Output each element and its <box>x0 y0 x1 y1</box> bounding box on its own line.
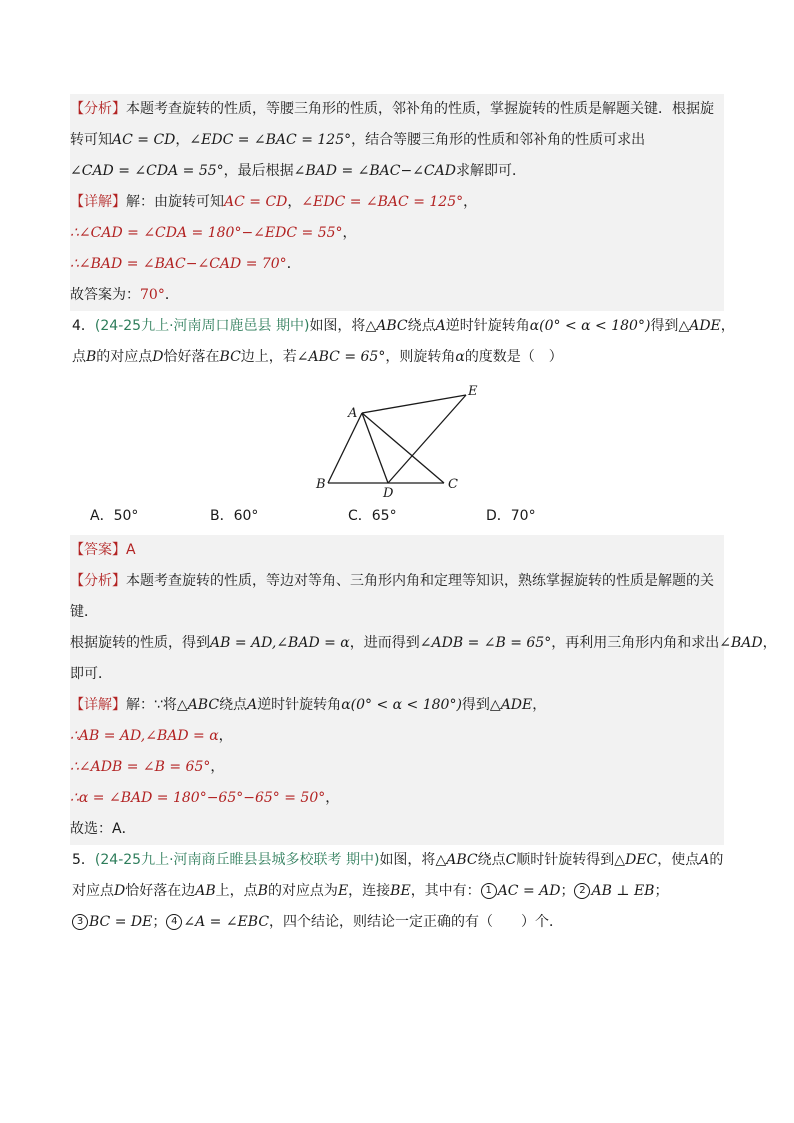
q4-figure <box>70 373 724 501</box>
text: 的 <box>709 852 724 868</box>
math: ∠BAD <box>719 635 763 651</box>
text: ． <box>286 256 301 272</box>
question-5 <box>70 845 724 938</box>
answer-value: 70° <box>140 287 165 303</box>
text: ， <box>532 697 547 713</box>
text: ； <box>152 914 167 930</box>
question-number: 4． <box>72 318 95 334</box>
text: ， <box>325 790 340 806</box>
math: △ABC <box>365 318 408 334</box>
answer-tag: 【答案】 <box>70 542 126 558</box>
text: 求解即可． <box>455 163 526 179</box>
math: D <box>152 349 164 365</box>
detail4-line-1 <box>70 690 724 721</box>
text: 如图，将 <box>379 852 436 868</box>
math: ∴∠CAD = ∠CDA = 180°−∠EDC = 55° <box>70 225 343 241</box>
math: A <box>435 318 446 334</box>
segment-ae <box>362 395 466 413</box>
math: AB ⊥ EB <box>591 883 655 899</box>
text: 键． <box>70 604 98 620</box>
math: A <box>247 697 258 713</box>
detail4-line-4 <box>70 783 724 814</box>
math: △ABC <box>176 697 220 713</box>
text: ； <box>654 883 669 899</box>
text: 的度数是（ ） <box>464 349 563 365</box>
text: 边上，若 <box>240 349 297 365</box>
math: AC = CD <box>112 132 176 148</box>
text: ，连接 <box>348 883 391 899</box>
math: C <box>505 852 517 868</box>
answer-value: A <box>126 542 136 558</box>
analysis4-line-1 <box>70 566 724 597</box>
text: 点 <box>72 349 86 365</box>
text: ， <box>210 759 225 775</box>
circled-number-2: 2 <box>574 883 590 899</box>
detail4-line-2 <box>70 721 724 752</box>
math: ∠ABC = 65° <box>296 349 386 365</box>
math: ∴AB = AD,∠BAD = α <box>70 728 219 744</box>
circled-number-1: 1 <box>481 883 497 899</box>
q4-options <box>70 501 724 531</box>
analysis3-line-3 <box>70 156 724 187</box>
math: AC = CD <box>224 194 288 210</box>
text: 恰好落在边 <box>125 883 196 899</box>
label-a: A <box>348 406 358 421</box>
math: AC = AD <box>497 883 561 899</box>
math: AB <box>195 883 216 899</box>
document-page <box>70 94 777 938</box>
detail3-line-3 <box>70 249 724 280</box>
math: BE <box>390 883 411 899</box>
label-e: E <box>468 384 478 399</box>
analysis4-line-4 <box>70 659 724 690</box>
text: 故选：A． <box>70 821 136 837</box>
text: ， <box>287 194 302 210</box>
answer4-line <box>70 535 724 566</box>
math: △ABC <box>435 852 478 868</box>
math: ∴∠ADB = ∠B = 65° <box>70 759 211 775</box>
text: ，进而得到 <box>349 635 420 651</box>
label-b: B <box>316 477 326 492</box>
analysis4-line-2 <box>70 597 724 628</box>
math: B <box>86 349 97 365</box>
math: D <box>114 883 126 899</box>
analysis-tag: 【分析】 <box>70 573 126 589</box>
math: α(0° < α < 180°) <box>341 697 462 713</box>
text: 绕点 <box>477 852 506 868</box>
math: ∠A = ∠EBC <box>183 914 270 930</box>
text: ； <box>560 883 575 899</box>
text: 顺时针旋转得到 <box>516 852 615 868</box>
math: α <box>455 349 465 365</box>
text: 根据旋转的性质，得到 <box>70 635 210 651</box>
analysis-text: 本题考查旋转的性质，等腰三角形的性质，邻补角的性质，掌握旋转的性质是解题关键．根据旋 <box>126 101 714 117</box>
text: 绕点 <box>407 318 436 334</box>
analysis3-line-2 <box>70 125 724 156</box>
label-c: C <box>448 477 458 492</box>
math: α(0° < α < 180°) <box>529 318 651 334</box>
option-d[interactable]: D．70° <box>486 508 536 524</box>
text: ，使点 <box>657 852 700 868</box>
option-a[interactable]: A．50° <box>90 508 139 524</box>
rotation-diagram <box>308 373 488 497</box>
text: ， <box>342 225 357 241</box>
text: ，再利用三角形内角和求出 <box>551 635 720 651</box>
q5-line-1 <box>70 845 724 876</box>
analysis3-line-1 <box>70 94 724 125</box>
text: 对应点 <box>72 883 114 899</box>
math: ∠CAD = ∠CDA = 55° <box>70 163 224 179</box>
text: 逆时针旋转角 <box>445 318 530 334</box>
text: 解：∵将 <box>126 697 177 713</box>
text: ，则旋转角 <box>385 349 456 365</box>
math: ∴∠BAD = ∠BAC−∠CAD = 70° <box>70 256 287 272</box>
analysis-text: 本题考查旋转的性质，等边对等角、三角形内角和定理等知识，熟练掌握旋转的性质是解题的关 <box>126 573 714 589</box>
text: ，结合等腰三角形的性质和邻补角的性质可求出 <box>351 132 646 148</box>
text: ， <box>175 132 190 148</box>
text: 恰好落在 <box>163 349 220 365</box>
math: △ADE <box>489 697 533 713</box>
text: 逆时针旋转角 <box>257 697 342 713</box>
math: A <box>699 852 710 868</box>
q5-line-3 <box>70 907 724 938</box>
detail3-line-1 <box>70 187 724 218</box>
q5-line-2 <box>70 876 724 907</box>
analysis-tag: 【分析】 <box>70 101 126 117</box>
analysis4-line-3 <box>70 628 777 659</box>
math: △DEC <box>614 852 658 868</box>
text: ， <box>720 318 735 334</box>
detail3-line-4 <box>70 280 724 311</box>
math: ∠ADB = ∠B = 65° <box>419 635 552 651</box>
text: 解：由旋转可知 <box>126 194 224 210</box>
question-source: (24-25九上·河南周口鹿邑县 期中) <box>94 318 310 334</box>
text: 上，点 <box>215 883 258 899</box>
text: ， <box>218 728 233 744</box>
text: ，四个结论，则结论一定正确的有（ ）个． <box>269 914 564 930</box>
text: 转可知 <box>70 132 112 148</box>
text: ， <box>762 635 777 651</box>
detail-tag: 【详解】 <box>70 697 126 713</box>
math: BC <box>219 349 241 365</box>
math: BC = DE <box>89 914 153 930</box>
text: ，其中有： <box>410 883 481 899</box>
circled-number-3: 3 <box>72 914 88 930</box>
q4-solution-block <box>70 535 777 845</box>
question-4 <box>70 311 735 531</box>
detail4-line-3 <box>70 752 724 783</box>
text: 故答案为： <box>70 287 140 303</box>
math: ∠EDC = ∠BAC = 125° <box>301 194 464 210</box>
detail-tag: 【详解】 <box>70 194 126 210</box>
segment-ab <box>328 413 362 483</box>
text: 的对应点 <box>96 349 153 365</box>
detail4-line-5 <box>70 814 724 845</box>
text: 绕点 <box>219 697 248 713</box>
label-d: D <box>383 486 394 497</box>
question-number: 5． <box>72 852 95 868</box>
math: E <box>337 883 349 899</box>
segment-de <box>388 395 466 483</box>
text: 如图，将 <box>309 318 366 334</box>
segment-ac <box>362 413 444 483</box>
math: ∠EDC = ∠BAC = 125° <box>189 132 352 148</box>
q4-line-1 <box>70 311 735 342</box>
text: ， <box>463 194 478 210</box>
text: ，最后根据 <box>223 163 294 179</box>
math: B <box>257 883 268 899</box>
text: 的对应点为 <box>267 883 338 899</box>
text: 得到 <box>650 318 679 334</box>
math: △ADE <box>678 318 721 334</box>
detail3-line-2 <box>70 218 724 249</box>
math: ∴α = ∠BAD = 180°−65°−65° = 50° <box>70 790 326 806</box>
q3-solution-block <box>70 94 724 311</box>
question-source: (24-25九上·河南商丘睢县县城多校联考 期中) <box>94 852 380 868</box>
circled-number-4: 4 <box>166 914 182 930</box>
option-b[interactable]: B．60° <box>210 508 259 524</box>
math: ∠BAD = ∠BAC−∠CAD <box>293 163 456 179</box>
text: 得到 <box>461 697 490 713</box>
option-c[interactable]: C．65° <box>348 508 397 524</box>
text: 即可． <box>70 666 112 682</box>
math: AB = AD,∠BAD = α <box>210 635 350 651</box>
q4-line-2 <box>70 342 724 373</box>
text: ． <box>164 287 179 303</box>
